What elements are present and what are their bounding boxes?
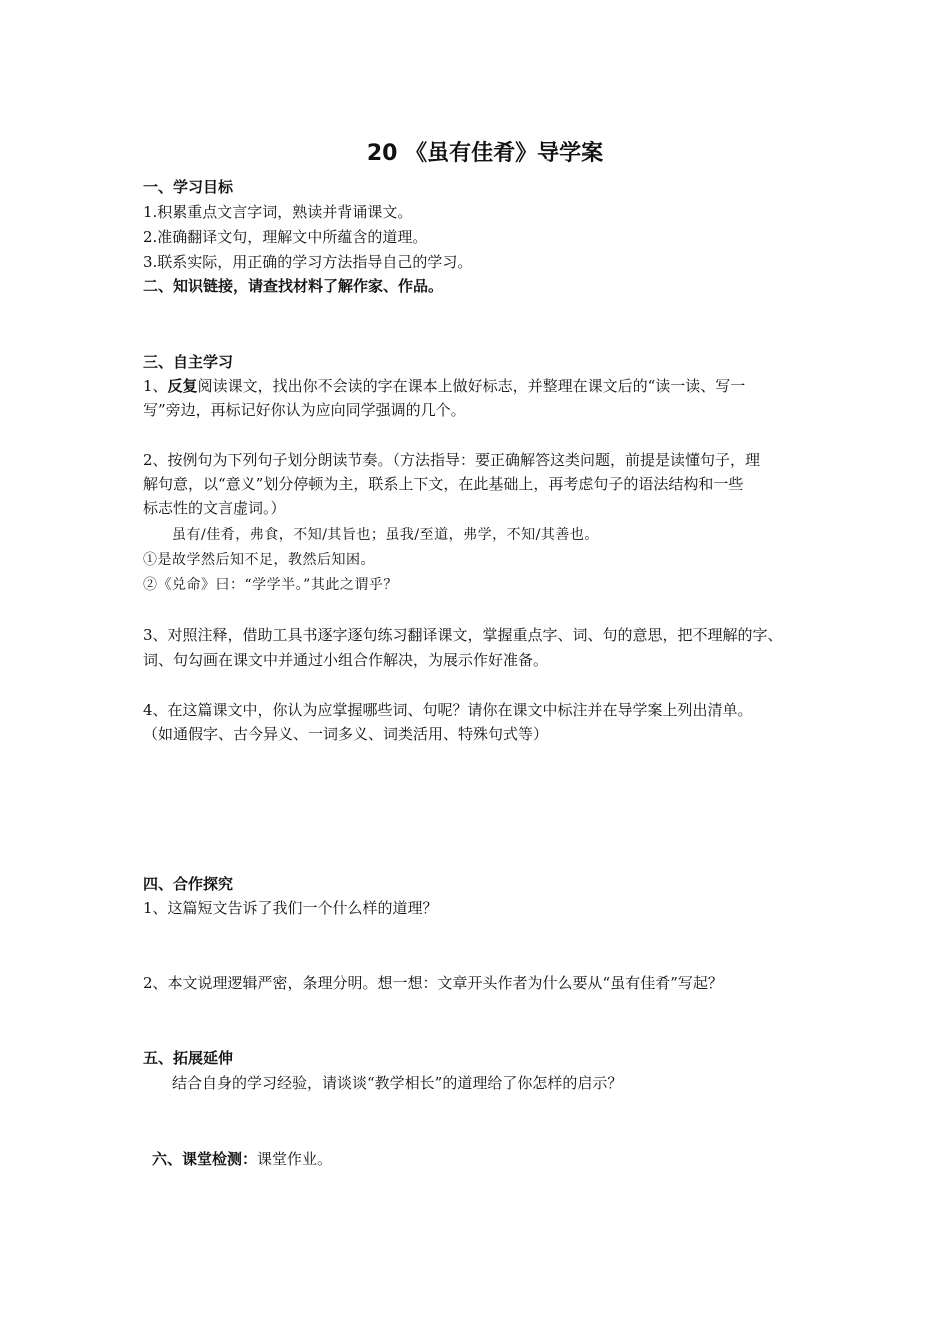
self-study-q2-line2: 解句意，以“意义”划分停顿为主，联系上下文，在此基础上，再考虑句子的语法结构和一些 — [143, 475, 744, 493]
self-study-q2-line3: 标志性的文言虚词。） — [143, 499, 286, 517]
rhythm-sentence-1: ①是故学然后知不足，教然后知困。 — [143, 552, 375, 568]
goal-1: 1.积累重点文言字词，熟读并背诵课文。 — [143, 203, 413, 221]
q1-emphasis: 反复 — [167, 377, 198, 395]
self-study-q4-line1: 4、在这篇课文中，你认为应掌握哪些词、句呢？请你在课文中标注并在导学案上列出清单。 — [143, 701, 753, 719]
rhythm-example: 虽有/佳肴，弗食，不知/其旨也；虽我/至道，弗学，不知/其善也。 — [172, 527, 599, 543]
section-5-heading: 五、拓展延伸 — [143, 1049, 234, 1067]
section-6-line — [152, 1149, 332, 1169]
section-6-heading: 六、课堂检测： — [152, 1150, 258, 1168]
section-3-heading: 三、自主学习 — [143, 353, 234, 371]
explore-q1: 1、这篇短文告诉了我们一个什么样的道理？ — [143, 899, 438, 917]
q1-number: 1、 — [143, 377, 168, 395]
self-study-q1-line2: 写”旁边，再标记好你认为应向同学强调的几个。 — [143, 401, 466, 419]
explore-q2: 2、本文说理逻辑严密，条理分明。想一想：文章开头作者为什么要从“虽有佳肴”写起？ — [143, 974, 723, 992]
self-study-q3-line2: 词、句勾画在课文中并通过小组合作解决，为展示作好准备。 — [143, 651, 549, 669]
self-study-q4-line2: （如通假字、古今异义、一词多义、词类活用、特殊句式等） — [143, 725, 549, 743]
self-study-q2-line1: 2、按例句为下列句子划分朗读节奏。（方法指导：要正确解答这类问题，前提是读懂句子，理 — [143, 451, 761, 469]
goal-3: 3.联系实际，用正确的学习方法指导自己的学习。 — [143, 253, 473, 271]
section-1-heading: 一、学习目标 — [143, 178, 234, 196]
section-4-heading: 四、合作探究 — [143, 875, 234, 893]
page-title: 20 《虽有佳肴》导学案 — [366, 141, 604, 166]
goal-2: 2.准确翻译文句，理解文中所蕴含的道理。 — [143, 228, 428, 246]
self-study-q1-line1 — [143, 376, 745, 396]
self-study-q3-line1: 3、对照注释，借助工具书逐字逐句练习翻译课文，掌握重点字、词、句的意思，把不理解的字、 — [143, 626, 783, 644]
rhythm-sentence-2: ②《兑命》曰：“学学半。”其此之谓乎？ — [143, 577, 398, 593]
section-2-heading: 二、知识链接，请查找材料了解作家、作品。 — [143, 277, 444, 295]
extension-question: 结合自身的学习经验，请谈谈“教学相长”的道理给了你怎样的启示？ — [172, 1074, 623, 1092]
q1-text: 阅读课文，找出你不会读的字在课本上做好标志，并整理在课文后的“读一读、写一 — [197, 377, 746, 395]
section-6-text: 课堂作业。 — [257, 1150, 333, 1168]
